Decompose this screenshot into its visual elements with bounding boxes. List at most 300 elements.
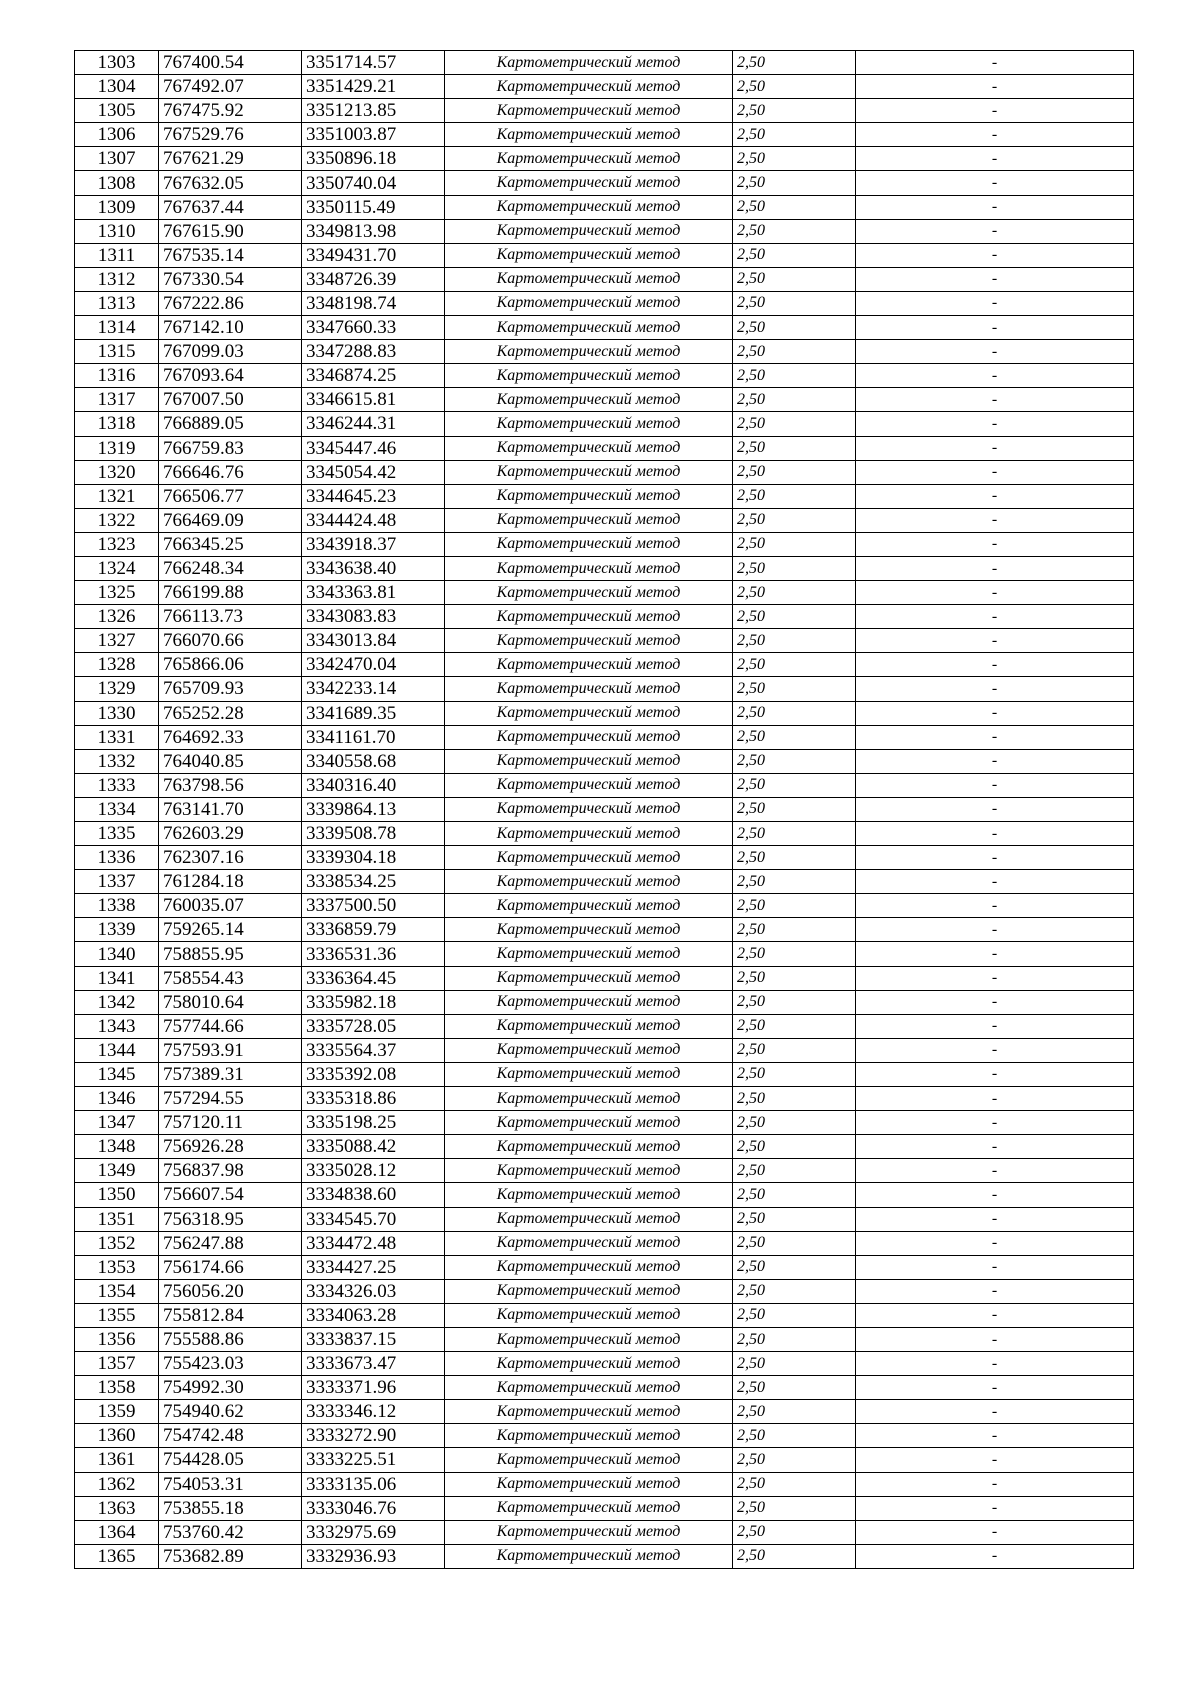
y-coordinate-cell: 3340316.40 (302, 773, 445, 797)
description-cell: - (856, 1159, 1134, 1183)
description-cell: - (856, 147, 1134, 171)
error-cell: 2,50 (733, 1448, 856, 1472)
method-cell: Картометрический метод (445, 990, 733, 1014)
table-row (75, 581, 1134, 605)
method-cell: Картометрический метод (445, 291, 733, 315)
y-coordinate-cell: 3351429.21 (302, 75, 445, 99)
point-number-cell: 1351 (75, 1207, 159, 1231)
point-number-cell: 1365 (75, 1544, 159, 1568)
description-cell: - (856, 942, 1134, 966)
method-cell: Картометрический метод (445, 1255, 733, 1279)
x-coordinate-cell: 766199.88 (159, 581, 302, 605)
y-coordinate-cell: 3350896.18 (302, 147, 445, 171)
description-cell: - (856, 1207, 1134, 1231)
method-cell: Картометрический метод (445, 725, 733, 749)
y-coordinate-cell: 3333046.76 (302, 1496, 445, 1520)
table-row (75, 773, 1134, 797)
method-cell: Картометрический метод (445, 629, 733, 653)
table-row (75, 1448, 1134, 1472)
error-cell: 2,50 (733, 316, 856, 340)
x-coordinate-cell: 756174.66 (159, 1255, 302, 1279)
point-number-cell: 1345 (75, 1062, 159, 1086)
description-cell: - (856, 195, 1134, 219)
description-cell: - (856, 1014, 1134, 1038)
table-row (75, 364, 1134, 388)
y-coordinate-cell: 3334427.25 (302, 1255, 445, 1279)
y-coordinate-cell: 3339508.78 (302, 822, 445, 846)
description-cell: - (856, 1376, 1134, 1400)
description-cell: - (856, 605, 1134, 629)
error-cell: 2,50 (733, 677, 856, 701)
description-cell: - (856, 243, 1134, 267)
point-number-cell: 1323 (75, 532, 159, 556)
error-cell: 2,50 (733, 870, 856, 894)
x-coordinate-cell: 757120.11 (159, 1111, 302, 1135)
x-coordinate-cell: 766469.09 (159, 508, 302, 532)
point-number-cell: 1326 (75, 605, 159, 629)
method-cell: Картометрический метод (445, 1496, 733, 1520)
x-coordinate-cell: 759265.14 (159, 918, 302, 942)
table-row (75, 1111, 1134, 1135)
table-row (75, 1376, 1134, 1400)
x-coordinate-cell: 754992.30 (159, 1376, 302, 1400)
point-number-cell: 1319 (75, 436, 159, 460)
method-cell: Картометрический метод (445, 99, 733, 123)
method-cell: Картометрический метод (445, 364, 733, 388)
error-cell: 2,50 (733, 1376, 856, 1400)
y-coordinate-cell: 3334326.03 (302, 1279, 445, 1303)
point-number-cell: 1314 (75, 316, 159, 340)
point-number-cell: 1347 (75, 1111, 159, 1135)
error-cell: 2,50 (733, 291, 856, 315)
description-cell: - (856, 870, 1134, 894)
y-coordinate-cell: 3336364.45 (302, 966, 445, 990)
method-cell: Картометрический метод (445, 1159, 733, 1183)
method-cell: Картометрический метод (445, 556, 733, 580)
table-row (75, 918, 1134, 942)
method-cell: Картометрический метод (445, 340, 733, 364)
x-coordinate-cell: 767142.10 (159, 316, 302, 340)
table-row (75, 822, 1134, 846)
error-cell: 2,50 (733, 846, 856, 870)
method-cell: Картометрический метод (445, 1376, 733, 1400)
x-coordinate-cell: 756056.20 (159, 1279, 302, 1303)
error-cell: 2,50 (733, 340, 856, 364)
description-cell: - (856, 677, 1134, 701)
x-coordinate-cell: 755423.03 (159, 1352, 302, 1376)
x-coordinate-cell: 755588.86 (159, 1327, 302, 1351)
x-coordinate-cell: 757744.66 (159, 1014, 302, 1038)
y-coordinate-cell: 3335028.12 (302, 1159, 445, 1183)
point-number-cell: 1331 (75, 725, 159, 749)
description-cell: - (856, 1352, 1134, 1376)
point-number-cell: 1328 (75, 653, 159, 677)
method-cell: Картометрический метод (445, 653, 733, 677)
y-coordinate-cell: 3333837.15 (302, 1327, 445, 1351)
point-number-cell: 1361 (75, 1448, 159, 1472)
error-cell: 2,50 (733, 749, 856, 773)
point-number-cell: 1309 (75, 195, 159, 219)
y-coordinate-cell: 3346874.25 (302, 364, 445, 388)
method-cell: Картометрический метод (445, 460, 733, 484)
x-coordinate-cell: 757389.31 (159, 1062, 302, 1086)
method-cell: Картометрический метод (445, 894, 733, 918)
table-row (75, 749, 1134, 773)
x-coordinate-cell: 761284.18 (159, 870, 302, 894)
table-row (75, 1544, 1134, 1568)
table-row (75, 1520, 1134, 1544)
table-row (75, 388, 1134, 412)
method-cell: Картометрический метод (445, 243, 733, 267)
x-coordinate-cell: 766248.34 (159, 556, 302, 580)
description-cell: - (856, 629, 1134, 653)
y-coordinate-cell: 3334063.28 (302, 1303, 445, 1327)
description-cell: - (856, 316, 1134, 340)
y-coordinate-cell: 3345054.42 (302, 460, 445, 484)
table-row (75, 966, 1134, 990)
x-coordinate-cell: 766070.66 (159, 629, 302, 653)
method-cell: Картометрический метод (445, 605, 733, 629)
table-row (75, 316, 1134, 340)
y-coordinate-cell: 3339304.18 (302, 846, 445, 870)
error-cell: 2,50 (733, 701, 856, 725)
method-cell: Картометрический метод (445, 316, 733, 340)
point-number-cell: 1315 (75, 340, 159, 364)
x-coordinate-cell: 767400.54 (159, 51, 302, 75)
error-cell: 2,50 (733, 412, 856, 436)
y-coordinate-cell: 3343083.83 (302, 605, 445, 629)
table-row (75, 267, 1134, 291)
point-number-cell: 1321 (75, 484, 159, 508)
point-number-cell: 1307 (75, 147, 159, 171)
point-number-cell: 1339 (75, 918, 159, 942)
x-coordinate-cell: 765866.06 (159, 653, 302, 677)
x-coordinate-cell: 766889.05 (159, 412, 302, 436)
description-cell: - (856, 846, 1134, 870)
description-cell: - (856, 1472, 1134, 1496)
table-row (75, 460, 1134, 484)
y-coordinate-cell: 3333225.51 (302, 1448, 445, 1472)
description-cell: - (856, 773, 1134, 797)
description-cell: - (856, 894, 1134, 918)
x-coordinate-cell: 762603.29 (159, 822, 302, 846)
point-number-cell: 1316 (75, 364, 159, 388)
description-cell: - (856, 822, 1134, 846)
x-coordinate-cell: 767093.64 (159, 364, 302, 388)
method-cell: Картометрический метод (445, 1303, 733, 1327)
description-cell: - (856, 1135, 1134, 1159)
description-cell: - (856, 653, 1134, 677)
table-row (75, 99, 1134, 123)
error-cell: 2,50 (733, 1231, 856, 1255)
error-cell: 2,50 (733, 1062, 856, 1086)
error-cell: 2,50 (733, 556, 856, 580)
x-coordinate-cell: 760035.07 (159, 894, 302, 918)
table-row (75, 1207, 1134, 1231)
y-coordinate-cell: 3335318.86 (302, 1087, 445, 1111)
table-row (75, 243, 1134, 267)
error-cell: 2,50 (733, 243, 856, 267)
point-number-cell: 1355 (75, 1303, 159, 1327)
table-row (75, 1087, 1134, 1111)
x-coordinate-cell: 756926.28 (159, 1135, 302, 1159)
table-row (75, 147, 1134, 171)
x-coordinate-cell: 756837.98 (159, 1159, 302, 1183)
description-cell: - (856, 388, 1134, 412)
point-number-cell: 1333 (75, 773, 159, 797)
point-number-cell: 1312 (75, 267, 159, 291)
description-cell: - (856, 219, 1134, 243)
y-coordinate-cell: 3343638.40 (302, 556, 445, 580)
y-coordinate-cell: 3343363.81 (302, 581, 445, 605)
method-cell: Картометрический метод (445, 1062, 733, 1086)
error-cell: 2,50 (733, 1159, 856, 1183)
description-cell: - (856, 267, 1134, 291)
y-coordinate-cell: 3344424.48 (302, 508, 445, 532)
x-coordinate-cell: 754428.05 (159, 1448, 302, 1472)
point-number-cell: 1363 (75, 1496, 159, 1520)
error-cell: 2,50 (733, 1111, 856, 1135)
method-cell: Картометрический метод (445, 508, 733, 532)
error-cell: 2,50 (733, 1544, 856, 1568)
error-cell: 2,50 (733, 1400, 856, 1424)
method-cell: Картометрический метод (445, 412, 733, 436)
description-cell: - (856, 1062, 1134, 1086)
y-coordinate-cell: 3332975.69 (302, 1520, 445, 1544)
y-coordinate-cell: 3351714.57 (302, 51, 445, 75)
table-row (75, 1472, 1134, 1496)
method-cell: Картометрический метод (445, 195, 733, 219)
y-coordinate-cell: 3340558.68 (302, 749, 445, 773)
y-coordinate-cell: 3341689.35 (302, 701, 445, 725)
error-cell: 2,50 (733, 605, 856, 629)
point-number-cell: 1336 (75, 846, 159, 870)
y-coordinate-cell: 3333135.06 (302, 1472, 445, 1496)
table-row (75, 484, 1134, 508)
description-cell: - (856, 556, 1134, 580)
point-number-cell: 1322 (75, 508, 159, 532)
point-number-cell: 1356 (75, 1327, 159, 1351)
table-row (75, 942, 1134, 966)
method-cell: Картометрический метод (445, 1400, 733, 1424)
point-number-cell: 1310 (75, 219, 159, 243)
point-number-cell: 1334 (75, 797, 159, 821)
y-coordinate-cell: 3344645.23 (302, 484, 445, 508)
x-coordinate-cell: 756318.95 (159, 1207, 302, 1231)
method-cell: Картометрический метод (445, 846, 733, 870)
description-cell: - (856, 1038, 1134, 1062)
method-cell: Картометрический метод (445, 1472, 733, 1496)
method-cell: Картометрический метод (445, 1352, 733, 1376)
x-coordinate-cell: 767007.50 (159, 388, 302, 412)
method-cell: Картометрический метод (445, 75, 733, 99)
point-number-cell: 1303 (75, 51, 159, 75)
description-cell: - (856, 436, 1134, 460)
error-cell: 2,50 (733, 388, 856, 412)
point-number-cell: 1362 (75, 1472, 159, 1496)
description-cell: - (856, 412, 1134, 436)
x-coordinate-cell: 757294.55 (159, 1087, 302, 1111)
method-cell: Картометрический метод (445, 1183, 733, 1207)
table-row (75, 629, 1134, 653)
y-coordinate-cell: 3335392.08 (302, 1062, 445, 1086)
error-cell: 2,50 (733, 508, 856, 532)
x-coordinate-cell: 767529.76 (159, 123, 302, 147)
error-cell: 2,50 (733, 1327, 856, 1351)
method-cell: Картометрический метод (445, 436, 733, 460)
point-number-cell: 1340 (75, 942, 159, 966)
y-coordinate-cell: 3350115.49 (302, 195, 445, 219)
error-cell: 2,50 (733, 364, 856, 388)
description-cell: - (856, 340, 1134, 364)
y-coordinate-cell: 3333272.90 (302, 1424, 445, 1448)
table-row (75, 1062, 1134, 1086)
method-cell: Картометрический метод (445, 1111, 733, 1135)
y-coordinate-cell: 3336531.36 (302, 942, 445, 966)
point-number-cell: 1364 (75, 1520, 159, 1544)
description-cell: - (856, 532, 1134, 556)
x-coordinate-cell: 763798.56 (159, 773, 302, 797)
method-cell: Картометрический метод (445, 1544, 733, 1568)
table-row (75, 1352, 1134, 1376)
error-cell: 2,50 (733, 822, 856, 846)
method-cell: Картометрический метод (445, 870, 733, 894)
error-cell: 2,50 (733, 267, 856, 291)
point-number-cell: 1337 (75, 870, 159, 894)
point-number-cell: 1348 (75, 1135, 159, 1159)
table-row (75, 291, 1134, 315)
table-row (75, 1183, 1134, 1207)
coordinates-table (74, 50, 1134, 1569)
point-number-cell: 1317 (75, 388, 159, 412)
error-cell: 2,50 (733, 966, 856, 990)
point-number-cell: 1341 (75, 966, 159, 990)
x-coordinate-cell: 764040.85 (159, 749, 302, 773)
table-row (75, 1159, 1134, 1183)
method-cell: Картометрический метод (445, 1087, 733, 1111)
description-cell: - (856, 1400, 1134, 1424)
x-coordinate-cell: 766113.73 (159, 605, 302, 629)
error-cell: 2,50 (733, 1087, 856, 1111)
y-coordinate-cell: 3336859.79 (302, 918, 445, 942)
table-row (75, 123, 1134, 147)
x-coordinate-cell: 762307.16 (159, 846, 302, 870)
error-cell: 2,50 (733, 532, 856, 556)
error-cell: 2,50 (733, 773, 856, 797)
y-coordinate-cell: 3348726.39 (302, 267, 445, 291)
point-number-cell: 1357 (75, 1352, 159, 1376)
table-row (75, 195, 1134, 219)
description-cell: - (856, 99, 1134, 123)
description-cell: - (856, 460, 1134, 484)
x-coordinate-cell: 756607.54 (159, 1183, 302, 1207)
table-row (75, 846, 1134, 870)
y-coordinate-cell: 3333673.47 (302, 1352, 445, 1376)
x-coordinate-cell: 766345.25 (159, 532, 302, 556)
table-row (75, 797, 1134, 821)
point-number-cell: 1343 (75, 1014, 159, 1038)
method-cell: Картометрический метод (445, 581, 733, 605)
y-coordinate-cell: 3337500.50 (302, 894, 445, 918)
method-cell: Картометрический метод (445, 147, 733, 171)
y-coordinate-cell: 3351003.87 (302, 123, 445, 147)
method-cell: Картометрический метод (445, 1231, 733, 1255)
method-cell: Картометрический метод (445, 51, 733, 75)
table-row (75, 725, 1134, 749)
y-coordinate-cell: 3347288.83 (302, 340, 445, 364)
description-cell: - (856, 749, 1134, 773)
error-cell: 2,50 (733, 1014, 856, 1038)
error-cell: 2,50 (733, 219, 856, 243)
description-cell: - (856, 484, 1134, 508)
table-row (75, 1400, 1134, 1424)
x-coordinate-cell: 767615.90 (159, 219, 302, 243)
error-cell: 2,50 (733, 460, 856, 484)
method-cell: Картометрический метод (445, 1424, 733, 1448)
y-coordinate-cell: 3343013.84 (302, 629, 445, 653)
method-cell: Картометрический метод (445, 171, 733, 195)
description-cell: - (856, 1424, 1134, 1448)
description-cell: - (856, 1303, 1134, 1327)
point-number-cell: 1324 (75, 556, 159, 580)
error-cell: 2,50 (733, 581, 856, 605)
table-row (75, 51, 1134, 75)
error-cell: 2,50 (733, 1183, 856, 1207)
description-cell: - (856, 797, 1134, 821)
table-row (75, 75, 1134, 99)
error-cell: 2,50 (733, 75, 856, 99)
point-number-cell: 1330 (75, 701, 159, 725)
table-row (75, 605, 1134, 629)
description-cell: - (856, 990, 1134, 1014)
table-row (75, 412, 1134, 436)
error-cell: 2,50 (733, 1279, 856, 1303)
description-cell: - (856, 966, 1134, 990)
table-row (75, 894, 1134, 918)
method-cell: Картометрический метод (445, 1135, 733, 1159)
x-coordinate-cell: 758554.43 (159, 966, 302, 990)
point-number-cell: 1327 (75, 629, 159, 653)
x-coordinate-cell: 767492.07 (159, 75, 302, 99)
y-coordinate-cell: 3343918.37 (302, 532, 445, 556)
error-cell: 2,50 (733, 147, 856, 171)
method-cell: Картометрический метод (445, 219, 733, 243)
table-row (75, 556, 1134, 580)
y-coordinate-cell: 3342233.14 (302, 677, 445, 701)
x-coordinate-cell: 758855.95 (159, 942, 302, 966)
error-cell: 2,50 (733, 797, 856, 821)
point-number-cell: 1344 (75, 1038, 159, 1062)
table-row (75, 436, 1134, 460)
y-coordinate-cell: 3348198.74 (302, 291, 445, 315)
error-cell: 2,50 (733, 99, 856, 123)
y-coordinate-cell: 3334545.70 (302, 1207, 445, 1231)
point-number-cell: 1335 (75, 822, 159, 846)
error-cell: 2,50 (733, 195, 856, 219)
description-cell: - (856, 1279, 1134, 1303)
method-cell: Картометрический метод (445, 918, 733, 942)
x-coordinate-cell: 754053.31 (159, 1472, 302, 1496)
method-cell: Картометрический метод (445, 1448, 733, 1472)
error-cell: 2,50 (733, 1255, 856, 1279)
method-cell: Картометрический метод (445, 773, 733, 797)
point-number-cell: 1358 (75, 1376, 159, 1400)
x-coordinate-cell: 754940.62 (159, 1400, 302, 1424)
table-row (75, 1424, 1134, 1448)
error-cell: 2,50 (733, 1496, 856, 1520)
error-cell: 2,50 (733, 942, 856, 966)
error-cell: 2,50 (733, 1303, 856, 1327)
